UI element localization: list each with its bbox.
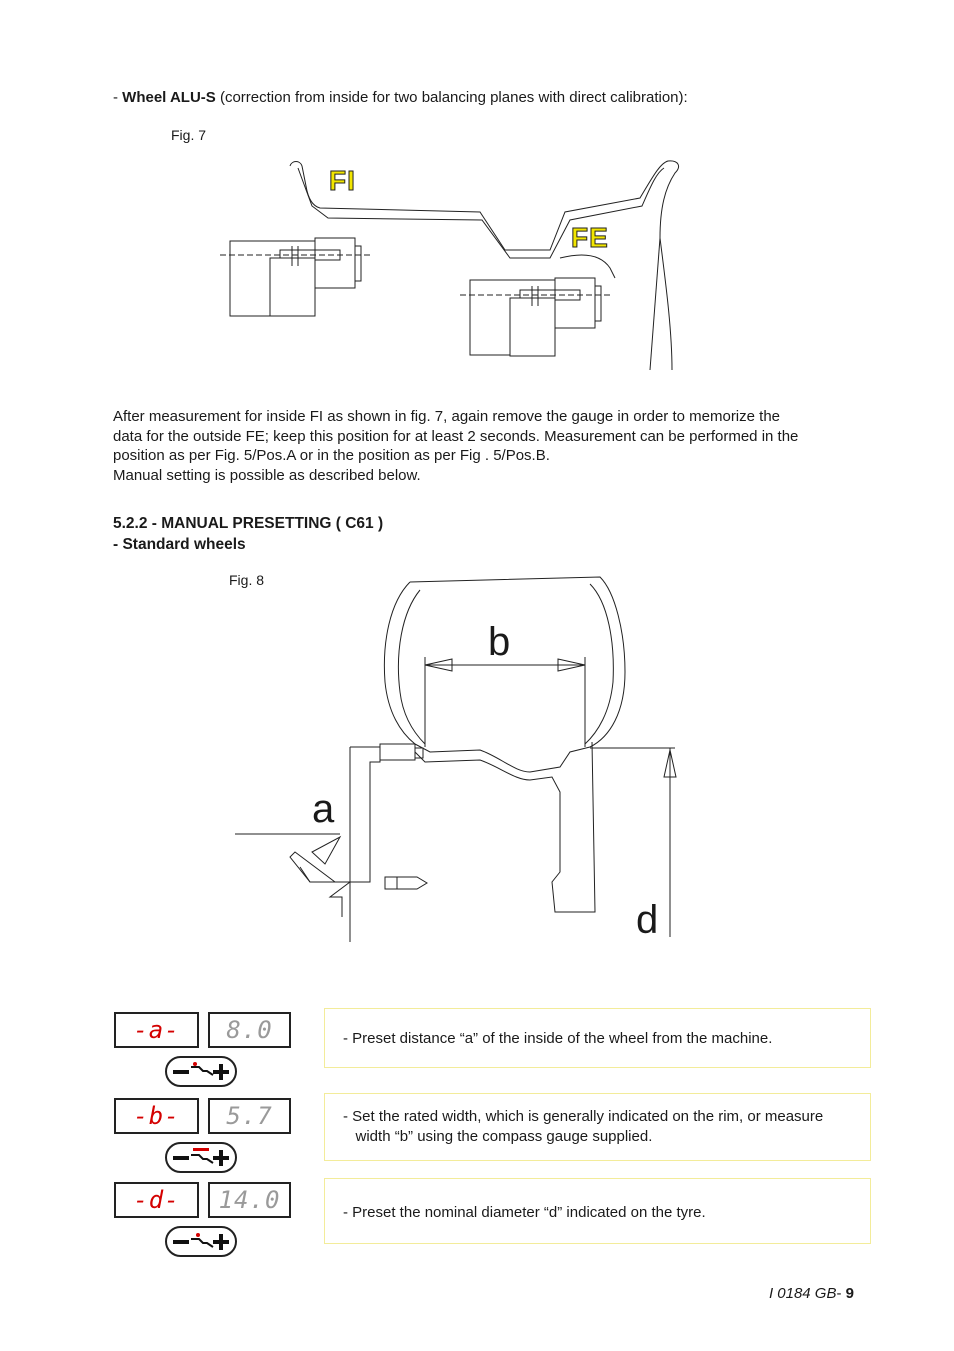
intro-bold: Wheel ALU-S bbox=[122, 89, 216, 106]
section-title: 5.2.2 - MANUAL PRESETTING ( C61 ) bbox=[113, 515, 384, 532]
section-subtitle: - Standard wheels bbox=[113, 536, 246, 553]
page-number: 9 bbox=[845, 1285, 854, 1302]
paragraph-line: data for the outside FE; keep this position for at least 2 seconds. Measurement can be performed in the bbox=[113, 427, 799, 445]
instruction-box-d bbox=[324, 1178, 871, 1244]
adjust-d-button[interactable] bbox=[165, 1226, 237, 1257]
distance-gauge-icon bbox=[189, 1061, 215, 1083]
instruction-text-d: - Preset the nominal diameter “d” indicated on the tyre. bbox=[343, 1204, 706, 1221]
width-gauge-icon bbox=[189, 1147, 215, 1169]
minus-icon bbox=[173, 1156, 189, 1160]
display-value-a: 8.0 bbox=[208, 1012, 291, 1048]
minus-icon bbox=[173, 1070, 189, 1074]
intro-line: - Wheel ALU-S (correction from inside for two balancing planes with direct calibration): bbox=[113, 89, 688, 106]
fig7-drawing bbox=[220, 158, 690, 373]
display-value-d: 14.0 bbox=[208, 1182, 291, 1218]
dimension-d-label: d bbox=[636, 898, 659, 942]
section-heading bbox=[113, 513, 383, 555]
display-parameter-b: -b- bbox=[114, 1098, 199, 1134]
fe-label: FE bbox=[571, 222, 609, 253]
display-parameter-a: -a- bbox=[114, 1012, 199, 1048]
instruction-text-a: - Preset distance “a” of the inside of the wheel from the machine. bbox=[343, 1030, 773, 1047]
diameter-gauge-icon bbox=[189, 1231, 215, 1253]
fi-label: FI bbox=[329, 165, 356, 196]
instruction-text-b: - Set the rated width, which is generally indicated on the rim, or measure width “b” using the compass gauge supplied. bbox=[343, 1108, 824, 1145]
document-code: I 0184 GB bbox=[768, 1285, 837, 1302]
fig8-label: Fig. 8 bbox=[229, 572, 265, 588]
paragraph-line: Manual setting is possible as described below. bbox=[113, 466, 421, 484]
paragraph-line: After measurement for inside FI as shown in fig. 7, again remove the gauge in order to memorize the bbox=[113, 408, 781, 425]
dimension-a-label: a bbox=[312, 787, 335, 831]
page-footer: I 0184 GB- 9 bbox=[768, 1285, 854, 1302]
display-parameter-d: -d- bbox=[114, 1182, 199, 1218]
minus-icon bbox=[173, 1240, 189, 1244]
display-value-b: 5.7 bbox=[208, 1098, 291, 1134]
paragraph-line: position as per Fig. 5/Pos.A or in the position as per Fig . 5/Pos.B. bbox=[113, 447, 550, 464]
adjust-b-button[interactable] bbox=[165, 1142, 237, 1173]
dimension-b-label: b bbox=[488, 620, 511, 664]
instruction-box-b bbox=[324, 1093, 871, 1161]
instruction-box-a bbox=[324, 1008, 871, 1068]
adjust-a-button[interactable] bbox=[165, 1056, 237, 1087]
fig8-drawing bbox=[230, 572, 690, 942]
description-paragraph bbox=[113, 407, 873, 485]
fig7-label: Fig. 7 bbox=[171, 127, 207, 143]
